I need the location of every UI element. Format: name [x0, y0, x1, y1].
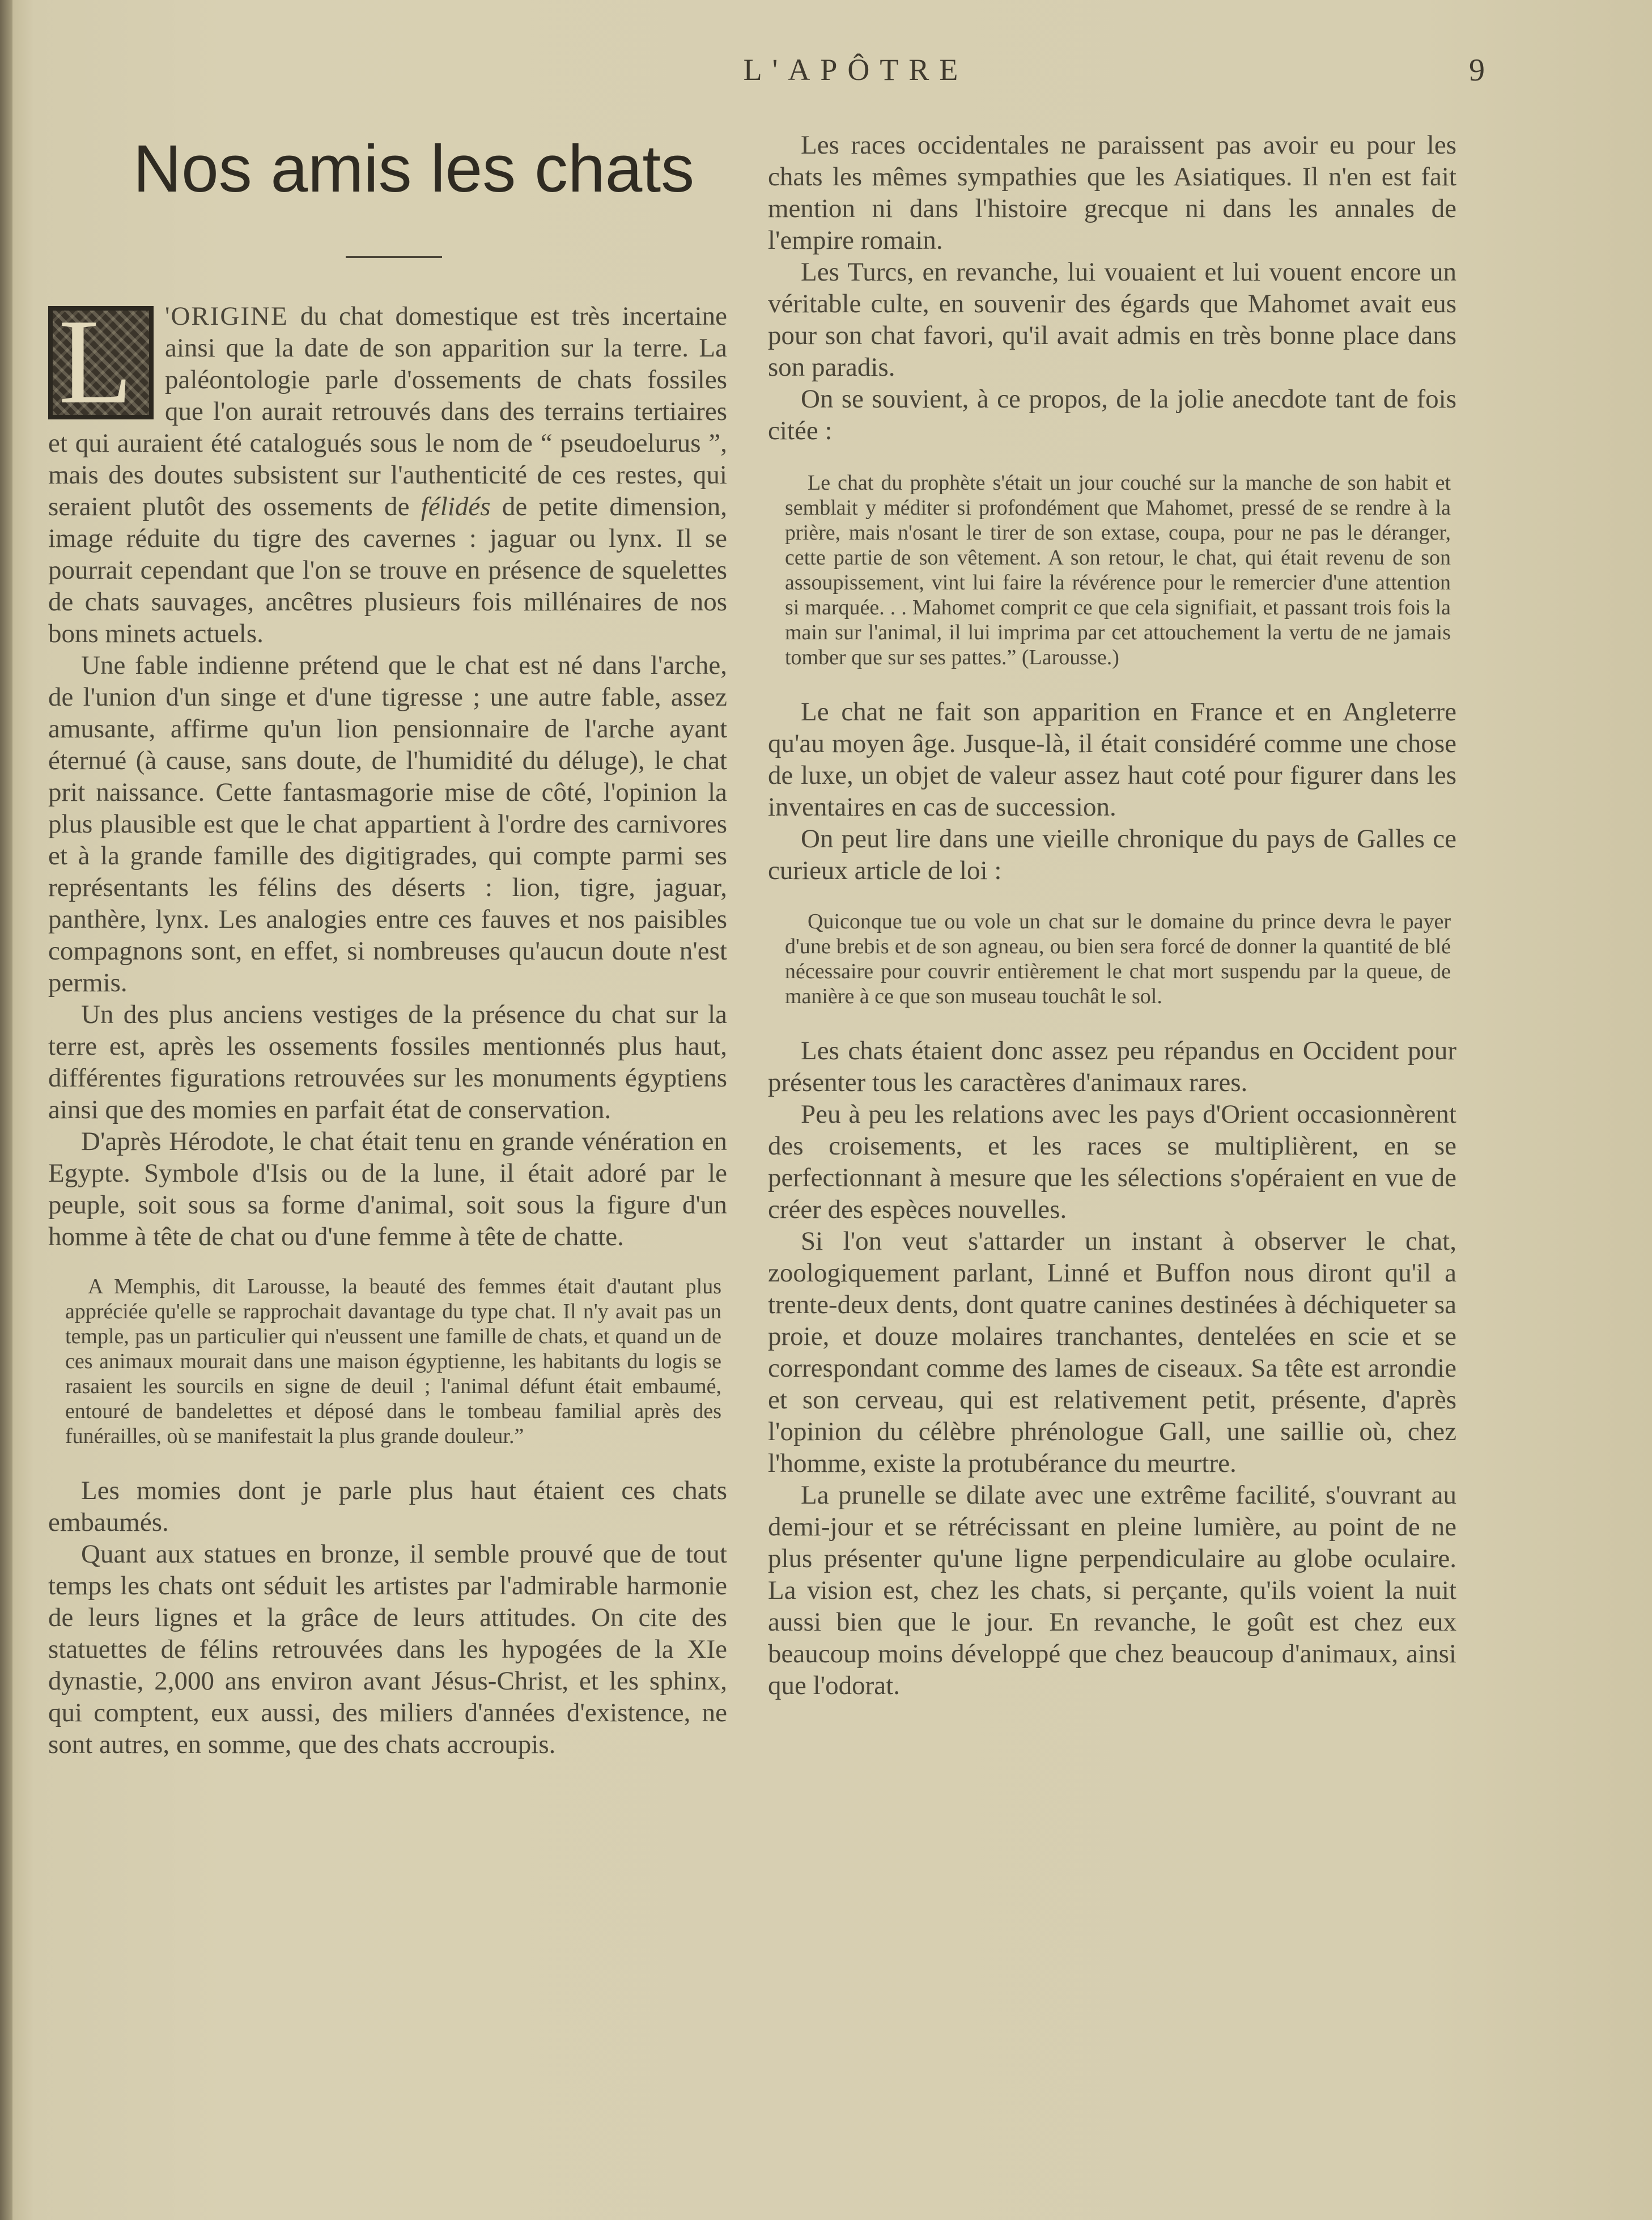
- paragraph: Le chat ne fait son apparition en France et en Angleterre qu'au moyen âge. Jusque-là, il était considéré comme une chose de luxe, un objet de valeur assez haut coté pour figurer dans les inventaires en cas de succession.: [768, 697, 1456, 822]
- article-title: Nos amis les chats: [133, 131, 695, 206]
- paragraph: [48, 294, 727, 650]
- paragraph: Les momies dont je parle plus haut étaient ces chats embaumés.: [48, 1476, 727, 1537]
- drop-cap-lead-word: 'ORIGINE: [165, 302, 288, 331]
- drop-cap-ornament-icon: [48, 294, 154, 429]
- block-quote: A Memphis, dit Larousse, la beauté des femmes était d'autant plus appréciée qu'elle se rapprochait davantage du type chat. Il n'y avait pas un temple, pas un particulier qui n'eussent une famille de chats, et quand un de ces animaux mourait dans une maison égyptienne, les habitants du logis se rasaient les sourcils en signe de deuil ; l'animal défunt était embaumé, entouré de bandelettes et déposé dans le tombeau familial après des funérailles, où se manifestait la plus grande douleur.”: [65, 1275, 721, 1448]
- paragraph: Quant aux statues en bronze, il semble prouvé que de tout temps les chats ont séduit les artistes par l'admirable harmonie de leurs lignes et la grâce de leurs attitudes. On cite des statuettes de félins retrouvées dans les hypogées de la XIe dynastie, 2,000 ans environ avant Jésus-Christ, et les sphinx, qui comptent, eux aussi, des miliers d'années d'existence, ne sont autres, en somme, que des chats accroupis.: [48, 1539, 727, 1759]
- drop-cap-letter: L: [58, 294, 133, 429]
- page-number: 9: [1469, 53, 1485, 88]
- paragraph: D'après Hérodote, le chat était tenu en grande vénération en Egypte. Symbole d'Isis ou de la lune, il était adoré par le peuple, soit sous sa forme d'animal, soit sous la figure d'un homme à tête de chat ou d'une femme à tête de chatte.: [48, 1127, 727, 1251]
- paragraph-text: du chat domestique est très incertaine ainsi que la date de son apparition sur la terre. La paléontologie parle d'ossements de chats fossiles que l'on aurait retrouvés dans des terrains tertiaires et qui auraient été catalogués sous le nom de “ pseudoelurus ”, mais des doutes subsistent sur l'authenticité de ces restes, qui seraient plutôt des ossements de: [48, 302, 727, 521]
- block-quote: Quiconque tue ou vole un chat sur le domaine du prince devra le payer d'une brebis et de son agneau, ou bien sera forcé de donner la quantité de blé nécessaire pour couvrir entièrement le chat mort suspendu par la queue, de manière à ce que son museau touchât le sol.: [785, 910, 1451, 1008]
- paragraph: Si l'on veut s'attarder un instant à observer le chat, zoologiquement parlant, Linné et Buffon nous diront qu'il a trente-deux dents, dont quatre canines destinées à déchiqueter sa proie, et douze molaires tranchantes, dentelées en scie et se correspondant comme des lames de ciseaux. Sa tête est arrondie et son cerveau, qui est relativement petit, présente, d'après l'opinion du célèbre phrénologue Gall, une saillie où, chez l'homme, existe la protubérance du meurtre.: [768, 1226, 1456, 1478]
- paragraph: Une fable indienne prétend que le chat est né dans l'arche, de l'union d'un singe et d'une tigresse ; une autre fable, assez amusante, affirme qu'un lion pensionnaire de l'arche ayant éternué (à cause, sans doute, de l'humidité du déluge), le chat prit naissance. Cette fantasmagorie mise de côté, l'opinion la plus plausible est que le chat appartient à l'ordre des carnivores et à la grande famille des digitigrades, qui compte parmi ses représentants les félins des déserts : lion, tigre, jaguar, panthère, lynx. Les analogies entre ces fauves et nos paisibles compagnons sont, en effet, si nombreuses qu'aucun doute n'est permis.: [48, 651, 727, 997]
- paragraph: Les chats étaient donc assez peu répandus en Occident pour présenter tous les caractères d'animaux rares.: [768, 1036, 1456, 1097]
- running-title: L'APÔTRE: [743, 53, 969, 87]
- paragraph: Un des plus anciens vestiges de la présence du chat sur la terre est, après les ossements fossiles mentionnés plus haut, différentes figurations retrouvées sur les monuments égyptiens ainsi que des momies en parfait état de conservation.: [48, 1000, 727, 1124]
- paragraph: La prunelle se dilate avec une extrême facilité, s'ouvrant au demi-jour et se rétrécissant en pleine lumière, au point de ne plus présenter qu'une ligne perpendiculaire au globe oculaire. La vision est, chez les chats, si perçante, qu'ils voient la nuit aussi bien que le jour. En revanche, le goût est chez eux beaucoup moins développé que chez beaucoup d'animaux, ainsi que l'odorat.: [768, 1480, 1456, 1700]
- paragraph-text: de petite dimension, image réduite du tigre des cavernes : jaguar ou lynx. Il se pourrait cependant que l'on se trouve en présence de squelettes de chats sauvages, ancêtres plusieurs fois millénaires de nos bons minets actuels.: [48, 492, 727, 648]
- paragraph: On peut lire dans une vieille chronique du pays de Galles ce curieux article de loi :: [768, 824, 1456, 885]
- block-quote: Le chat du prophète s'était un jour couché sur la manche de son habit et semblait y méditer si profondément que Mahomet, pressé de se rendre à la prière, mais n'osant le tirer de son extase, coupa, pour ne pas le déranger, cette partie de son vêtement. A son retour, le chat, qui était revenu de son assoupissement, vint lui faire la révérence pour le remercier d'une attention si marquée. . . Mahomet comprit ce que cela signifiait, et passant trois fois la main sur l'animal, il lui imprima par cet attouchement la vertu de ne jamais tomber que sur ses pattes.” (Larousse.): [785, 471, 1451, 669]
- paragraph: On se souvient, à ce propos, de la jolie anecdote tant de fois citée :: [768, 384, 1456, 445]
- paragraph: Les Turcs, en revanche, lui vouaient et lui vouent encore un véritable culte, en souvenir des égards que Mahomet avait eus pour son chat favori, qu'il avait admis en très bonne place dans son paradis.: [768, 257, 1456, 382]
- italic-term: félidés: [421, 492, 491, 521]
- title-divider: [346, 256, 442, 258]
- paragraph: Peu à peu les relations avec les pays d'Orient occasionnèrent des croisements, et les races se multiplièrent, en se perfectionnant à mesure que les sélections s'opéraient en vue de créer des espèces nouvelles.: [768, 1100, 1456, 1224]
- page-binding-edge: [0, 0, 12, 2220]
- paragraph: Les races occidentales ne paraissent pas avoir eu pour les chats les mêmes sympathies que les Asiatiques. Il n'en est fait mention ni dans l'histoire grecque ni dans les annales de l'empire romain.: [768, 130, 1456, 255]
- right-column: [768, 129, 1456, 1701]
- left-column: [48, 294, 727, 1760]
